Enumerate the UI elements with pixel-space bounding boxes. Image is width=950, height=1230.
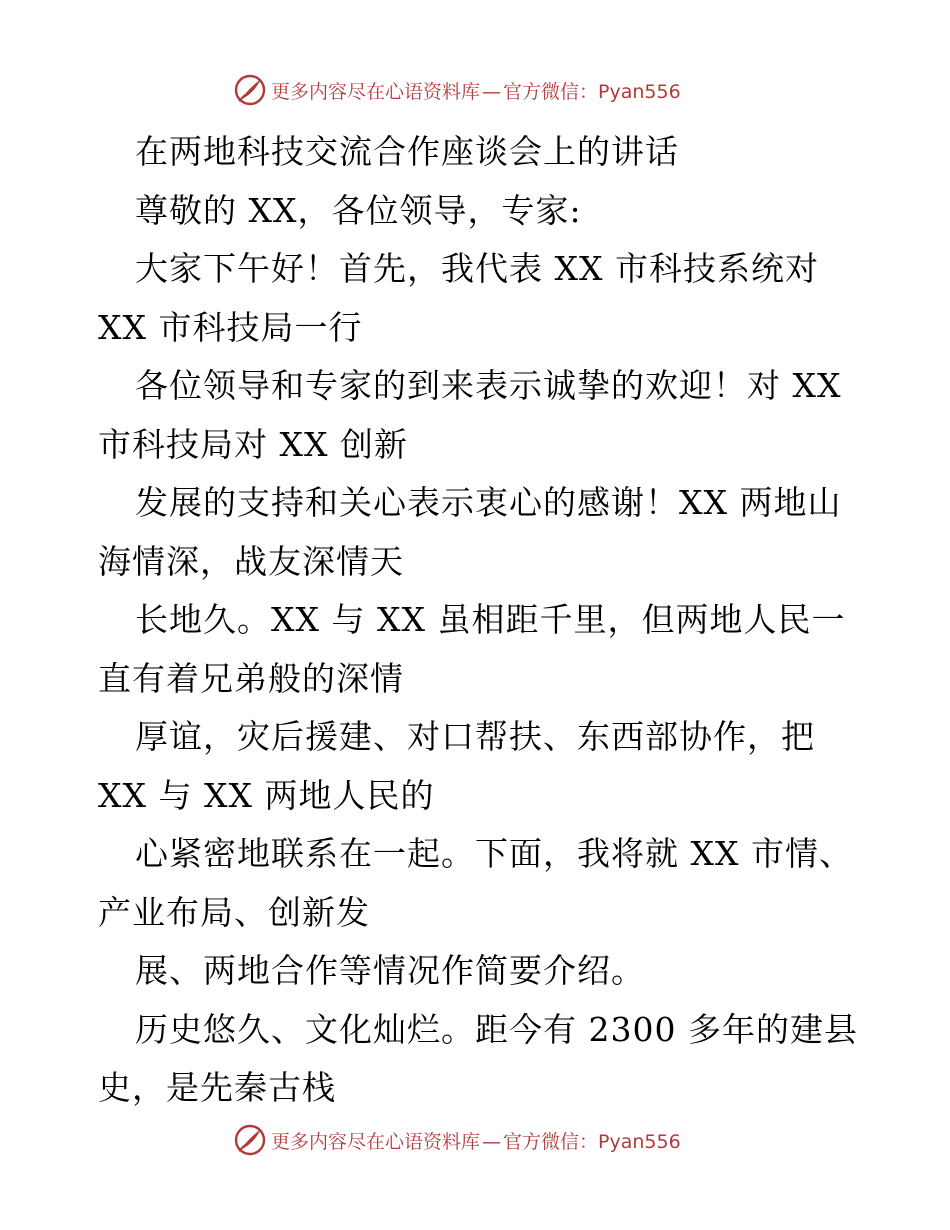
footer-banner	[0, 1120, 950, 1160]
banner-site-text: 更多内容尽在心语资料库	[271, 1130, 481, 1153]
quill-logo-icon	[233, 1123, 267, 1157]
text-line: XX 市科技局一行	[98, 307, 363, 347]
quill-logo-icon	[233, 73, 267, 107]
banner-wechat-label: 官方微信	[503, 1130, 580, 1153]
header-banner	[0, 70, 950, 110]
text-line: 大家下午好！首先，我代表 XX 市科技系统对	[135, 249, 819, 288]
banner-text	[271, 77, 681, 104]
text-line: 心紧密地联系在一起。下面，我将就 XX 市情、	[135, 834, 853, 873]
text-line: 厚谊，灾后援建、对口帮扶、东西部协作，把	[135, 717, 815, 756]
text-line: 历史悠久、文化灿烂。距今有 2300 多年的建县	[135, 1009, 858, 1049]
text-line: 直有着兄弟般的深情	[98, 658, 404, 698]
banner-colon: ：	[579, 80, 599, 103]
banner-content	[233, 70, 681, 110]
text-line: 史，是先秦古栈	[98, 1068, 336, 1107]
banner-content	[233, 1120, 681, 1160]
document-body	[98, 123, 858, 1118]
banner-wechat-id: Pyan556	[598, 1130, 681, 1153]
banner-colon: ：	[579, 1130, 599, 1153]
banner-wechat-label: 官方微信	[503, 80, 580, 103]
text-line: 市科技局对 XX 创新	[98, 424, 408, 464]
text-line: XX 与 XX 两地人民的	[98, 775, 435, 815]
text-line: 长地久。XX 与 XX 虽相距千里，但两地人民一	[135, 600, 846, 639]
text-line: 发展的支持和关心表示衷心的感谢！XX 两地山	[135, 483, 842, 522]
text-line: 产业布局、创新发	[98, 892, 370, 932]
banner-dash: —	[482, 1130, 502, 1153]
banner-site-text: 更多内容尽在心语资料库	[271, 80, 481, 103]
text-line: 展、两地合作等情况作简要介绍。	[135, 951, 645, 990]
text-line: 各位领导和专家的到来表示诚挚的欢迎！对 XX	[135, 366, 842, 405]
text-line: 海情深，战友深情天	[98, 541, 404, 581]
banner-dash: —	[482, 80, 502, 103]
banner-text	[271, 1127, 681, 1154]
banner-wechat-id: Pyan556	[598, 80, 681, 103]
text-line: 尊敬的 XX，各位领导，专家:	[135, 190, 582, 230]
text-line: 在两地科技交流合作座谈会上的讲话	[135, 132, 679, 171]
